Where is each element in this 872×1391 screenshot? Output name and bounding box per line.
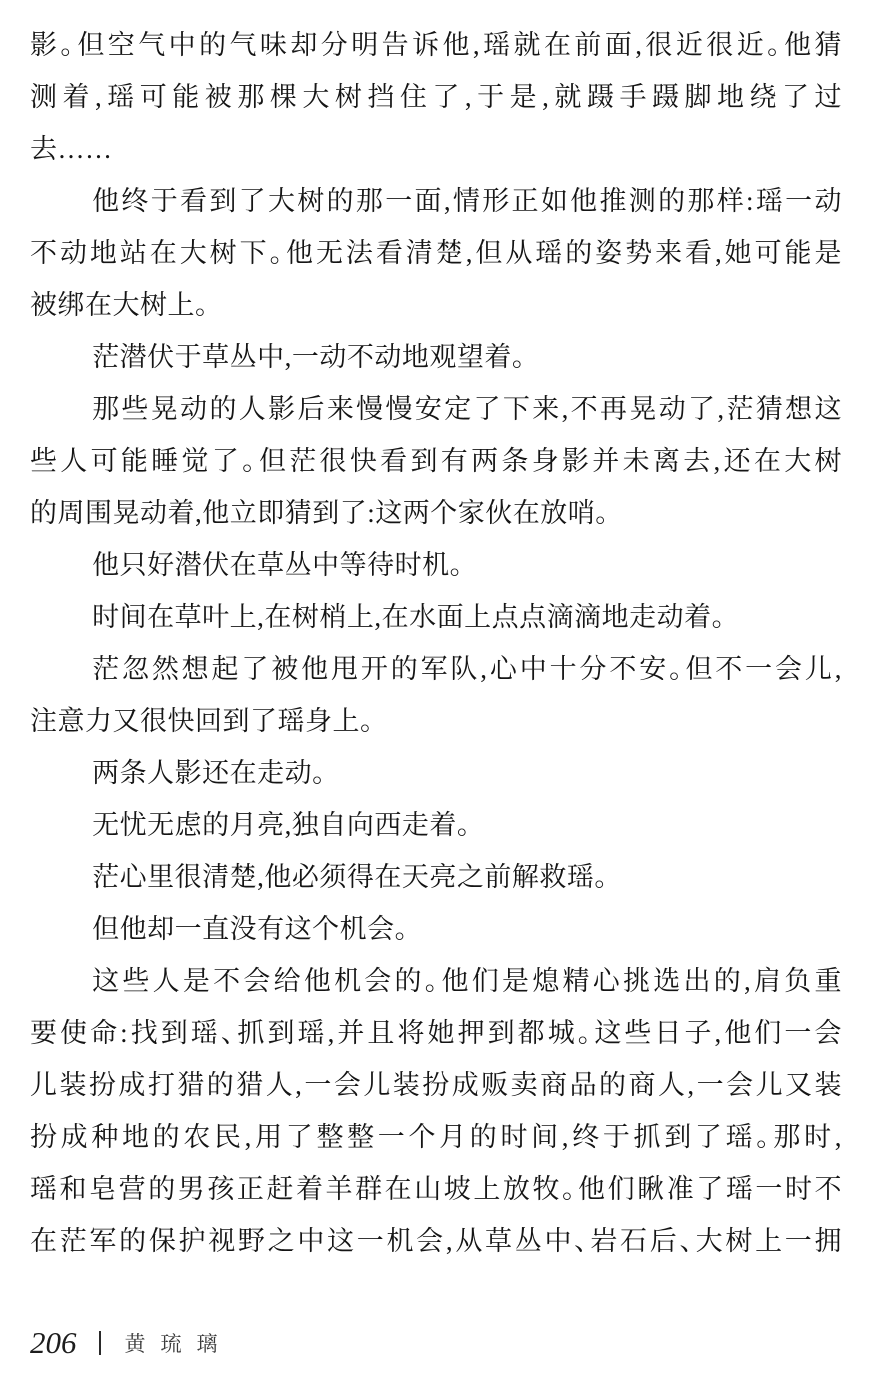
text-line: 的周围晃动着,他立即猜到了:这两个家伙在放哨。 [30, 498, 610, 528]
text-line: 要使命:找到瑶、抓到瑶,并且将她押到都城。这些日子,他们一会 [30, 1018, 842, 1048]
text-line: 测着,瑶可能被那棵大树挡住了,于是,就蹑手蹑脚地绕了过 [30, 82, 842, 112]
text-line: 注意力又很快回到了瑶身上。 [30, 706, 374, 736]
book-title: 黄琉璃 [124, 1332, 233, 1356]
text-line: 两条人影还在走动。 [92, 758, 327, 788]
text-line: 在茫军的保护视野之中这一机会,从草丛中、岩石后、大树上一拥 [30, 1226, 842, 1256]
text-line: 时间在草叶上,在树梢上,在水面上点点滴滴地走动着。 [92, 602, 726, 632]
text-line: 那些晃动的人影后来慢慢安定了下来,不再晃动了,茫猜想这 [92, 394, 842, 424]
text-line: 他终于看到了大树的那一面,情形正如他推测的那样:瑶一动 [92, 186, 842, 216]
text-line: 去…… [30, 134, 113, 164]
text-line: 不动地站在大树下。他无法看清楚,但从瑶的姿势来看,她可能是 [30, 238, 842, 268]
page-footer [30, 1323, 233, 1363]
text-line: 但他却一直没有这个机会。 [92, 914, 409, 944]
text-line: 影。但空气中的气味却分明告诉他,瑶就在前面,很近很近。他猜 [30, 30, 842, 60]
text-line: 些人可能睡觉了。但茫很快看到有两条身影并未离去,还在大树 [30, 446, 842, 476]
text-line: 无忧无虑的月亮,独自向西走着。 [92, 810, 471, 840]
text-line: 茫心里很清楚,他必须得在天亮之前解救瑶。 [92, 862, 609, 892]
text-line: 茫忽然想起了被他甩开的军队,心中十分不安。但不一会儿, [92, 654, 842, 684]
body-text [30, 19, 842, 1267]
text-line: 这些人是不会给他机会的。他们是熄精心挑选出的,肩负重 [92, 966, 842, 996]
text-line: 儿装扮成打猎的猎人,一会儿装扮成贩卖商品的商人,一会儿又装 [30, 1070, 842, 1100]
footer-divider [99, 1331, 101, 1355]
text-line: 瑶和皂营的男孩正赶着羊群在山坡上放牧。他们瞅准了瑶一时不 [30, 1174, 842, 1204]
page-number: 206 [30, 1325, 77, 1360]
text-line: 他只好潜伏在草丛中等待时机。 [92, 550, 464, 580]
text-line: 扮成种地的农民,用了整整一个月的时间,终于抓到了瑶。那时, [30, 1122, 842, 1152]
text-line: 被绑在大树上。 [30, 290, 209, 320]
text-line: 茫潜伏于草丛中,一动不动地观望着。 [92, 342, 526, 372]
